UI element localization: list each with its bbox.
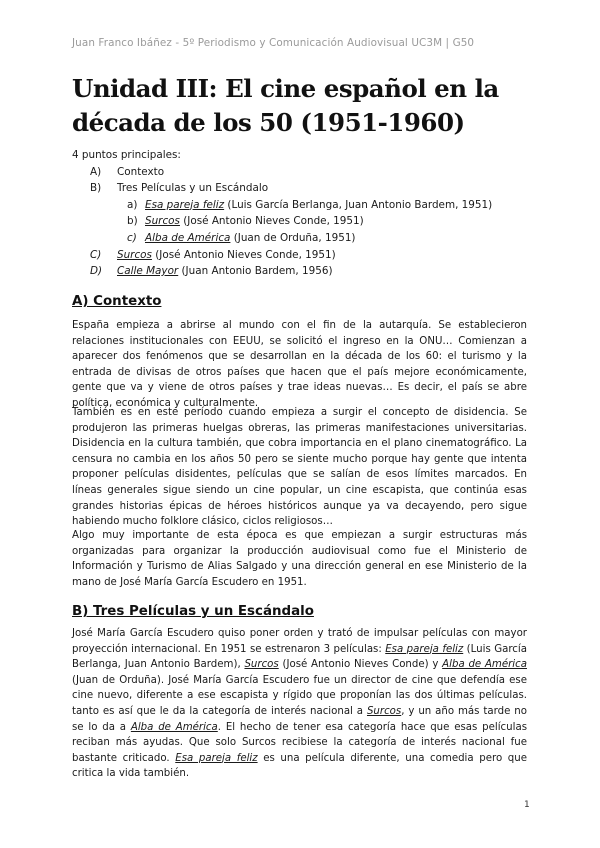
outline-text: (Luis García Berlanga, Juan Antonio Bardem, 1951) bbox=[224, 198, 493, 211]
text-run: (Juan de Orduña). José María García Escudero fue un director de cine que defendía ese cine nuevo, diferente a ese escapista y rígido que proponían las dos últimas películas. tanto es así que le da la categoría de interés nacional a bbox=[72, 674, 527, 717]
text-run: José María García Escudero quiso poner orden y trató de impulsar películas con mayor proyección internacional. En 1951 se estrenaron 3 películas: bbox=[72, 628, 527, 655]
outline-subitem-b bbox=[72, 213, 492, 230]
film-title: Alba de América bbox=[442, 659, 527, 671]
text-run: es una película diferente, una comedia pero que critica la vida también. bbox=[72, 752, 527, 780]
outline-text: (José Antonio Nieves Conde, 1951) bbox=[179, 215, 364, 228]
film-title: Esa pareja feliz bbox=[385, 643, 464, 655]
outline-marker: a) bbox=[127, 198, 138, 211]
section-heading-a: A) Contexto bbox=[72, 294, 162, 309]
outline-marker: C) bbox=[90, 248, 102, 261]
paragraph bbox=[72, 626, 527, 782]
outline-text: (José Antonio Nieves Conde, 1951) bbox=[151, 248, 336, 261]
paragraph: España empieza a abrirse al mundo con el fin de la autarquía. Se establecieron relaciones institucionales con EEUU, se solicitó el ingreso en la ONU… Comienzan a aparecer dos fenómenos que se desarrollan en la década de los 60: el turismo y la entrada de divisas de otros países que hacen que el país mejore económicamente, gente que va y viene de otros países y trae ideas nuevas… Es decir, el país se abre política, económica y culturalmente. bbox=[72, 320, 527, 409]
page-header: Juan Franco Ibáñez - 5º Periodismo y Comunicación Audiovisual UC3M | G50 bbox=[72, 37, 475, 49]
outline-marker: A) bbox=[90, 165, 102, 178]
film-title: Surcos bbox=[366, 705, 402, 717]
outline-marker: D) bbox=[90, 265, 103, 278]
outline-text: (Juan de Orduña, 1951) bbox=[230, 231, 356, 244]
paragraph: También es en este período cuando empieza a surgir el concepto de disidencia. Se produjeron las primeras huelgas obreras, las primeras manifestaciones universitarias. Disidencia en la cultura también, que cobra importancia en el plano cinematográfico. La censura no cambia en los años 50 pero se siente mucho porque hay gente que intenta proponer películas disidentes, películas que se salían de esos límites marcados. En líneas generales sigue siendo un cine popular, un cine escapista, que continúa esas grandes historias épicas de héroes históricos aunque ya va decayendo, pero sigue habiendo mucho folklore clásico, ciclos religiosos… bbox=[72, 407, 527, 528]
text-run: (José Antonio Nieves Conde) y bbox=[278, 659, 443, 671]
outline-text: Contexto bbox=[117, 165, 165, 178]
text-run: , y un año más tarde no se lo da a bbox=[72, 705, 527, 733]
section-heading-b: B) Tres Películas y un Escándalo bbox=[72, 604, 314, 619]
outline-text: (Juan Antonio Bardem, 1956) bbox=[178, 265, 333, 278]
page-title: Unidad III: El cine español en la década de los 50 (1951-1960) bbox=[72, 74, 499, 137]
outline bbox=[72, 147, 492, 280]
outline-marker: B) bbox=[90, 182, 102, 195]
outline-marker: c) bbox=[127, 231, 137, 244]
film-title: Alba de América bbox=[145, 231, 231, 244]
text-run: (Luis García Berlanga, Juan Antonio Bardem), bbox=[72, 643, 527, 671]
film-title: Surcos bbox=[117, 248, 152, 261]
outline-text: Tres Películas y un Escándalo bbox=[117, 182, 269, 195]
film-title: Calle Mayor bbox=[117, 265, 179, 278]
film-title: Alba de América bbox=[130, 721, 218, 733]
outline-item-d bbox=[72, 263, 492, 280]
outline-marker: b) bbox=[127, 215, 138, 228]
outline-intro: 4 puntos principales: bbox=[72, 149, 181, 161]
outline-item-b bbox=[72, 180, 492, 197]
text-run: . El hecho de tener esa categoría hace que esas películas reciban más ayudas. Que solo Surcos recibiese la categoría de interés nacional fue bastante criticado. bbox=[72, 721, 527, 764]
film-title: Surcos bbox=[145, 215, 180, 228]
outline-subitem-c bbox=[72, 230, 492, 247]
film-title: Esa pareja feliz bbox=[175, 752, 258, 764]
film-title: Esa pareja feliz bbox=[145, 198, 225, 211]
outline-subitem-a bbox=[72, 197, 492, 214]
film-title: Surcos bbox=[244, 659, 279, 671]
paragraph: Algo muy importante de esta época es que empiezan a surgir estructuras más organizadas para organizar la producción audiovisual como fue el Ministerio de Información y Turismo de Alias Salgado y una dirección general en ese Ministerio de la mano de José María García Escudero en 1951. bbox=[72, 530, 527, 588]
page-number: 1 bbox=[524, 800, 530, 810]
outline-item-a bbox=[72, 164, 492, 181]
outline-item-c bbox=[72, 247, 492, 264]
